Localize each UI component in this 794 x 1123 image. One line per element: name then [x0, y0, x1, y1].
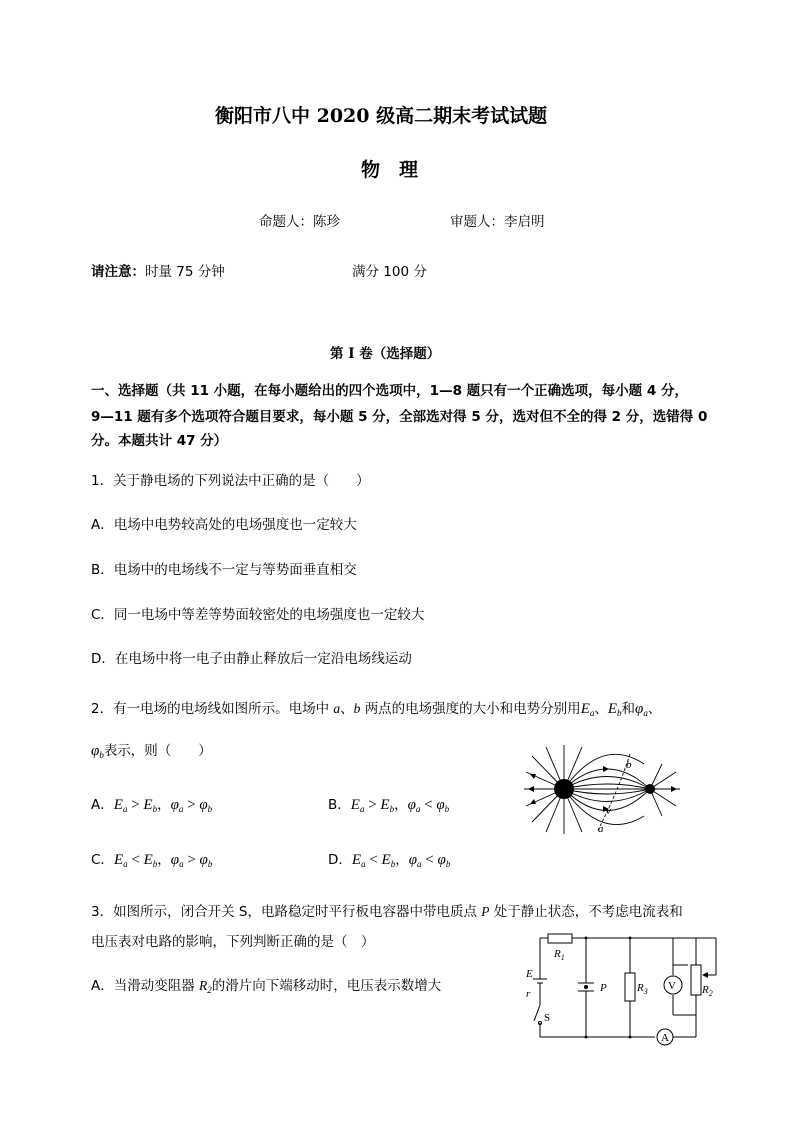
point-a-label: a — [598, 823, 604, 835]
q2-c-op2: > — [183, 852, 200, 868]
internal-r-label: r — [526, 988, 531, 1000]
q2-a-e2: E — [143, 797, 153, 813]
q2-d-p2: φ — [437, 852, 446, 868]
q2-d-p1: φ — [408, 852, 418, 868]
q3-a-r: R — [199, 978, 208, 993]
notice-line — [91, 264, 225, 280]
section-instruction-line-2: 9—11 题有多个选项符合题目要求，每小题 5 分，全部选对得 5 分，选对但不全的得 2 分，选错得 0 — [91, 409, 708, 425]
q2-d-s1: a — [361, 859, 366, 869]
junction-dot — [629, 1036, 632, 1039]
emf-label: E — [526, 968, 533, 980]
q3-a-text-a: A．当滑动变阻器 — [91, 978, 195, 994]
q2-a-label: A． — [91, 797, 114, 813]
q2-d-comma: ， — [395, 852, 409, 868]
q1-option-d: D．在电场中将一电子由静止释放后一定沿电场线运动 — [91, 651, 412, 667]
q2-and: 和 — [621, 701, 636, 717]
q2-b-p1: φ — [407, 797, 416, 813]
q2-sep-3: 、 — [647, 701, 662, 717]
ammeter-label: A — [661, 1032, 669, 1044]
q2-a-op2: > — [183, 797, 200, 813]
q2-c-s1: a — [123, 859, 128, 869]
q2-d-op1: < — [365, 852, 382, 868]
particle-p — [584, 985, 588, 989]
q2-option-b — [328, 797, 449, 817]
large-charge — [554, 779, 574, 799]
q2-c-e1: E — [113, 852, 124, 868]
q2-d-s3: a — [417, 859, 422, 869]
q2-b-s2: b — [389, 804, 395, 814]
q2-stem-line-2 — [91, 743, 212, 763]
q2-stem-text-a: 2．有一电场的电场线如图所示。电场中 — [91, 701, 330, 717]
switch-label: S — [544, 1012, 551, 1024]
q1-option-b: B．电场中的电场线不一定与等势面垂直相交 — [91, 562, 357, 578]
q2-a-comma: ， — [157, 797, 171, 813]
q2-sep-2: 、 — [594, 701, 608, 717]
q2-b-op1: > — [364, 797, 381, 813]
q2-var-a: a — [333, 701, 341, 716]
exam-title: 衡阳市八中 2020 级高二期末考试试题 — [215, 105, 548, 127]
q2-d-op2: < — [421, 852, 438, 868]
q1-stem: 1．关于静电场的下列说法中正确的是（ ） — [91, 473, 370, 489]
q2-d-s2: b — [390, 859, 396, 869]
q2-sub-b-2: b — [99, 750, 104, 760]
q2-d-s4: b — [445, 859, 451, 869]
q2-sub-a-2: a — [643, 708, 648, 718]
q2-b-s1: a — [359, 804, 365, 814]
q2-phi-b: φ — [91, 743, 100, 759]
q2-E-2: E — [607, 701, 618, 717]
q2-sub-a: a — [589, 708, 595, 718]
r2-label: $R_2$ — [702, 984, 713, 998]
q2-d-e2: E — [381, 852, 391, 868]
q3-stem-b: 处于静止状态，不考虑电流表和 — [493, 904, 683, 920]
q3-option-a — [91, 978, 441, 998]
junction-dot — [585, 937, 588, 940]
slider-arrow — [702, 972, 708, 978]
q2-b-s4: b — [444, 804, 450, 814]
q2-var-b: b — [353, 701, 361, 716]
section-instruction-line-3: 分。本题共计 47 分） — [91, 433, 228, 449]
q2-phi: φ — [635, 701, 644, 717]
q2-option-d — [328, 852, 450, 872]
q3-stem-line-1 — [91, 904, 683, 920]
q1-option-a: A．电场中电势较高处的电场强度也一定较大 — [91, 517, 357, 533]
q3-p: P — [481, 904, 490, 919]
q3-a-text-b: 的滑片向下端移动时，电压表示数增大 — [211, 978, 442, 994]
q2-stem-end: 表示，则（ ） — [103, 743, 212, 759]
q2-sep: 、 — [340, 701, 354, 717]
q2-a-s1: a — [122, 804, 128, 814]
r1-label: $R_1$ — [554, 948, 565, 962]
q2-b-op2: < — [420, 797, 437, 813]
q2-c-s3: a — [179, 859, 184, 869]
voltmeter-label: V — [668, 980, 676, 992]
junction-dot — [585, 1036, 588, 1039]
small-charge — [645, 784, 655, 794]
q2-c-e2: E — [143, 852, 153, 868]
q2-c-p2: φ — [199, 852, 208, 868]
q2-c-p1: φ — [170, 852, 180, 868]
q2-a-p1: φ — [170, 797, 179, 813]
notice-label: 请注意： — [91, 264, 145, 280]
q2-c-op1: < — [127, 852, 144, 868]
capacitor-p-label: P — [600, 982, 607, 994]
q2-E: E — [580, 701, 590, 717]
subject-title: 物 理 — [361, 159, 419, 181]
q2-b-label: B． — [328, 797, 351, 813]
q2-c-comma: ， — [157, 852, 171, 868]
field-lines — [524, 745, 680, 834]
q2-d-label: D． — [328, 852, 352, 868]
q2-a-op1: > — [127, 797, 144, 813]
q3-a-r-sub: 2 — [207, 985, 212, 995]
q2-a-p2: φ — [199, 797, 208, 813]
setter-label: 命题人：陈珍 — [259, 214, 340, 230]
q2-c-label: C． — [91, 852, 114, 868]
q2-a-s4: b — [207, 804, 213, 814]
section-instruction-line-1: 一、选择题（共 11 小题，在每小题给出的四个选项中，1—8 题只有一个正确选项，每小题 4 分， — [91, 383, 688, 399]
q2-b-s3: a — [415, 804, 421, 814]
q2-option-a — [91, 797, 212, 817]
q1-option-c: C．同一电场中等差等势面较密处的电场强度也一定较大 — [91, 607, 425, 623]
time-text: 时量 75 分钟 — [145, 264, 225, 280]
reviewer-label: 审题人：李启明 — [450, 214, 545, 230]
q2-sub-b: b — [617, 708, 622, 718]
q2-stem-line-1 — [91, 701, 661, 721]
q2-b-comma: ， — [394, 797, 408, 813]
q2-a-s3: a — [178, 804, 184, 814]
q2-c-s2: b — [152, 859, 158, 869]
q2-a-e1: E — [113, 797, 123, 813]
circuit-figure — [520, 925, 730, 1050]
q2-a-s2: b — [152, 804, 158, 814]
q2-c-s4: b — [207, 859, 213, 869]
velocity-label: v — [606, 805, 611, 817]
point-b-label: b — [626, 759, 632, 771]
q2-stem-text-b: 两点的电场强度的大小和电势分别用 — [364, 701, 581, 717]
q2-option-c — [91, 852, 212, 872]
q3-stem-a: 3．如图所示，闭合开关 S，电路稳定时平行板电容器中带电质点 — [91, 904, 477, 920]
junction-dot — [629, 937, 632, 940]
r3-label: $R_3$ — [637, 982, 648, 996]
electric-field-figure — [522, 744, 684, 836]
section-title: 第 I 卷（选择题） — [330, 346, 441, 362]
score-text: 满分 100 分 — [352, 264, 427, 280]
q3-stem-line-2: 电压表对电路的影响，下列判断正确的是（ ） — [91, 934, 375, 950]
q2-b-e1: E — [350, 797, 360, 813]
q2-b-p2: φ — [436, 797, 445, 813]
q2-b-e2: E — [380, 797, 390, 813]
q2-d-e1: E — [351, 852, 362, 868]
